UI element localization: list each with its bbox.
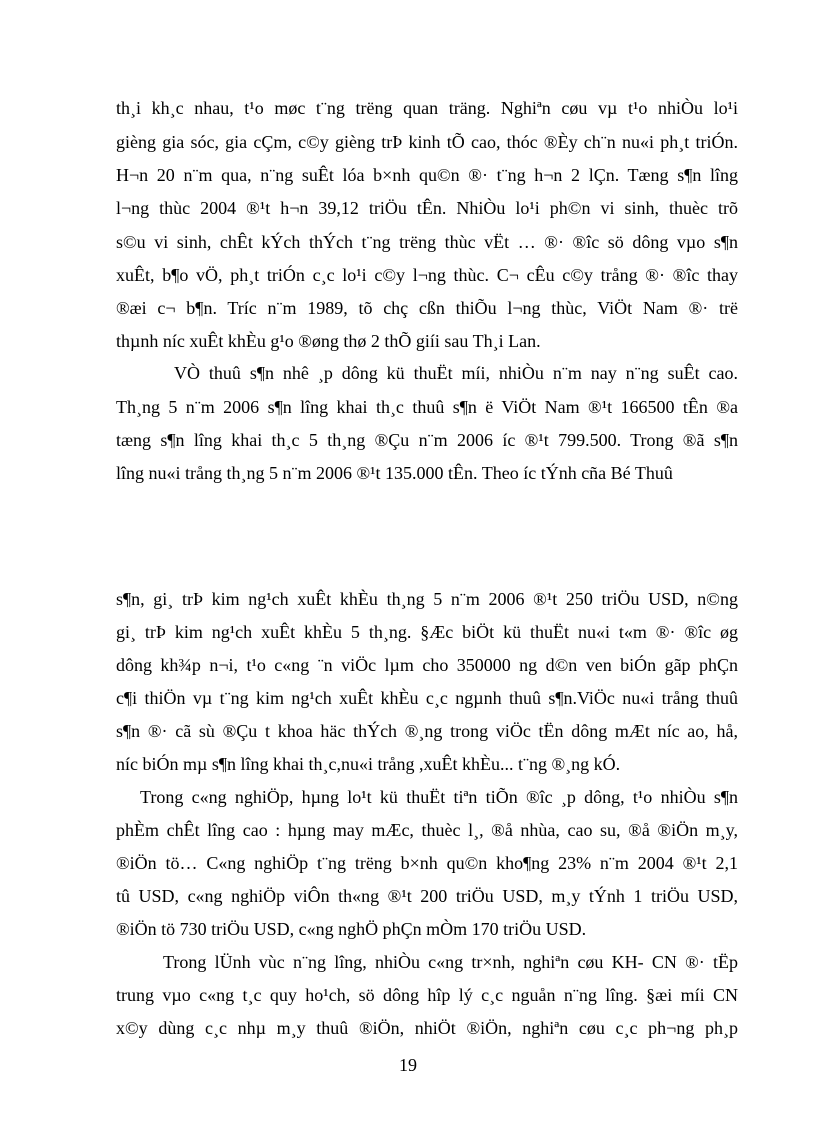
- text-line: xuÊt, b¶o vÖ, ph¸t triÓn c¸c lo¹i c©y l¬ng thùc. C¬ cÊu c©y trång ®· ®îc thay: [116, 265, 738, 285]
- text-line: gi¸ trÞ kim ng¹ch xuÊt khÈu 5 th¸ng. §Æc biÖt kü thuËt nu«i t«m ®· ®îc øg: [116, 622, 738, 642]
- text-line: níc biÓn mµ s¶n lîng khai th¸c,nu«i trång ,xuÊt khÈu... t¨ng ®¸ng kÓ.: [116, 754, 621, 774]
- text-line: thµnh níc xuÊt khÈu g¹o ®øng thø 2 thÕ giíi sau Th¸i Lan.: [116, 331, 541, 351]
- text-line: ®æi c¬ b¶n. Tríc n¨m 1989, tõ chç cßn thiÕu l¬ng thùc, ViÖt Nam ®· trë: [116, 298, 738, 318]
- text-line: trung vµo c«ng t¸c quy ho¹ch, sö dông hîp lý c¸c nguån n¨ng lîng. §æi míi CN: [116, 985, 738, 1005]
- text-line: phÈm chÊt lîng cao : hµng may mÆc, thuèc l¸, ®å nhùa, cao su, ®å ®iÖn m¸y,: [116, 820, 738, 840]
- text-line: s©u vi sinh, chÊt kÝch thÝch t¨ng trëng thùc vËt … ®· ®îc sö dông vµo s¶n: [116, 232, 738, 252]
- text-line: c¶i thiÖn vµ t¨ng kim ng¹ch xuÊt khÈu c¸c ngµnh thuû s¶n.ViÖc nu«i trång thuû: [116, 688, 738, 708]
- text-line: gièng gia sóc, gia cÇm, c©y gièng trÞ kinh tÕ cao, thóc ®Èy ch¨n nu«i ph¸t triÓn.: [116, 132, 738, 152]
- text-line: ®iÖn tö… C«ng nghiÖp t¨ng trëng b×nh qu©n kho¶ng 23% n¨m 2004 ®¹t 2,1: [116, 853, 738, 873]
- text-line: l¬ng thùc 2004 ®¹t h¬n 39,12 triÖu tÊn. NhiÒu lo¹i ph©n vi sinh, thuèc trõ: [116, 198, 738, 218]
- text-line: Trong c«ng nghiÖp, hµng lo¹t kü thuËt tiªn tiÕn ®îc ¸p dông, t¹o nhiÒu s¶n: [140, 787, 738, 807]
- text-line: Trong lÜnh vùc n¨ng lîng, nhiÒu c«ng tr×nh, nghiªn cøu KH- CN ®· tËp: [163, 952, 738, 972]
- text-line: tæng s¶n lîng khai th¸c 5 th¸ng ®Çu n¨m 2006 íc ®¹t 799.500. Trong ®ã s¶n: [116, 430, 738, 450]
- text-line: Th¸ng 5 n¨m 2006 s¶n lîng khai th¸c thuû s¶n ë ViÖt Nam ®¹t 166500 tÊn ®a: [116, 397, 738, 417]
- text-line: VÒ thuû s¶n nhê ¸p dông kü thuËt míi, nhiÒu n¨m nay n¨ng suÊt cao.: [174, 363, 738, 383]
- text-line: H¬n 20 n¨m qua, n¨ng suÊt lóa b×nh qu©n ®· t¨ng h¬n 2 lÇn. Tæng s¶n lîng: [116, 165, 738, 185]
- text-line: s¶n, gi¸ trÞ kim ng¹ch xuÊt khÈu th¸ng 5 n¨m 2006 ®¹t 250 triÖu USD, n©ng: [116, 589, 738, 609]
- text-line: lîng nu«i trång th¸ng 5 n¨m 2006 ®¹t 135.000 tÊn. Theo íc tÝnh cña Bé Thuû: [116, 463, 673, 483]
- text-line: ®iÖn tö 730 triÖu USD, c«ng nghÖ phÇn mÒm 170 triÖu USD.: [116, 919, 587, 939]
- text-line: th¸i kh¸c nhau, t¹o møc t¨ng trëng quan träng. Nghiªn cøu vµ t¹o nhiÒu lo¹i: [116, 98, 738, 118]
- text-line: x©y dùng c¸c nhµ m¸y thuû ®iÖn, nhiÖt ®iÖn, nghiªn cøu c¸c ph¬ng ph¸p: [116, 1018, 738, 1038]
- text-line: s¶n ®· cã sù ®Çu t khoa häc thÝch ®¸ng trong viÖc tËn dông mÆt níc ao, hå,: [116, 721, 738, 741]
- text-line: tû USD, c«ng nghiÖp viÔn th«ng ®¹t 200 triÖu USD, m¸y tÝnh 1 triÖu USD,: [116, 886, 738, 906]
- text-line: dông kh¾p n¬i, t¹o c«ng ¨n viÖc lµm cho 350000 ng d©n ven biÓn gãp phÇn: [116, 655, 738, 675]
- page-number: 19: [399, 1055, 417, 1075]
